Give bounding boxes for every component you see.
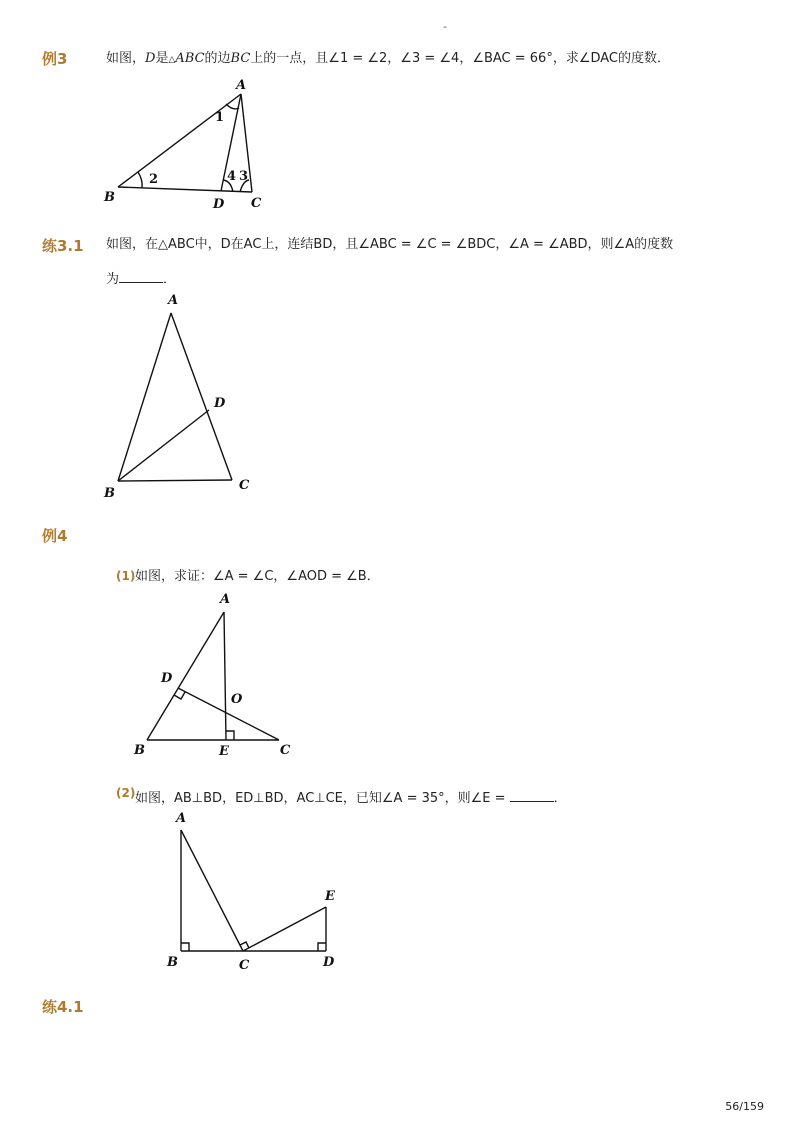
- practice-3-1-text-post: ．: [163, 272, 177, 287]
- part-2-label: (2): [116, 786, 136, 800]
- triangle-symbol: △: [168, 55, 176, 65]
- point-a-label: A: [236, 78, 247, 93]
- practice-3-1-text-pre: 为: [106, 272, 120, 287]
- example-4-label: 例4: [42, 527, 68, 545]
- point-b-label: B: [104, 486, 115, 501]
- example-3-text-shi: 是: [155, 51, 169, 66]
- point-d-label: D: [214, 396, 226, 411]
- part-2-text-post: ．: [553, 791, 567, 806]
- part-2-text-pre: 如图，AB⊥BD，ED⊥BD，AC⊥CE，已知∠A = 35°，则∠E =: [135, 791, 510, 806]
- example-3-label: 例3: [42, 50, 68, 68]
- point-c-label: C: [239, 958, 250, 973]
- example-3-text-abc: ABC: [175, 51, 205, 66]
- page-number: 56/159: [725, 1100, 764, 1113]
- practice-4-1-label: 练4.1: [42, 998, 84, 1016]
- example-3-text-de-bian: 的边: [204, 51, 231, 66]
- angle-3-label: 3: [239, 169, 249, 184]
- point-e-label: E: [325, 889, 335, 904]
- segment-ac: [181, 830, 243, 951]
- point-a-label: A: [176, 811, 187, 826]
- practice-3-1-label: 练3.1: [42, 237, 84, 255]
- angle-4-label: 4: [227, 169, 237, 184]
- point-b-label: B: [134, 743, 145, 758]
- part-1-question: 如图，求证：∠A = ∠C，∠AOD = ∠B．: [135, 569, 380, 584]
- point-b-label: B: [104, 190, 115, 205]
- point-c-label: C: [280, 743, 291, 758]
- example-3-text-pre: 如图，: [106, 51, 146, 66]
- point-d-label: D: [323, 955, 335, 970]
- header-mark: -: [443, 20, 447, 33]
- segment-ce: [243, 907, 326, 951]
- example-3-text-bc: BC: [230, 51, 251, 66]
- point-d-label: D: [161, 671, 173, 686]
- part-1-label: (1): [116, 569, 136, 583]
- point-d-label: D: [213, 197, 225, 212]
- right-angle-mark-d: [318, 943, 326, 951]
- example-3-text-rest: 上的一点，且∠1 = ∠2，∠3 = ∠4，∠BAC = 66°，求∠DAC的度数．: [250, 51, 671, 66]
- practice-3-1-question-line1: 如图，在△ABC中，D在AC上，连结BD，且∠ABC = ∠C = ∠BDC，∠A = ∠ABD，则∠A的度数: [106, 237, 674, 252]
- point-a-label: A: [168, 293, 179, 308]
- example-3-text-d: D: [145, 51, 156, 66]
- point-b-label: B: [167, 955, 178, 970]
- angle-2-label: 2: [149, 172, 159, 187]
- point-c-label: C: [239, 478, 250, 493]
- right-angle-mark-b: [181, 943, 189, 951]
- point-a-label: A: [220, 592, 231, 607]
- point-o-label: O: [231, 692, 243, 707]
- point-c-label: C: [251, 196, 262, 211]
- point-e-label: E: [219, 744, 229, 759]
- angle-1-label: 1: [215, 110, 225, 125]
